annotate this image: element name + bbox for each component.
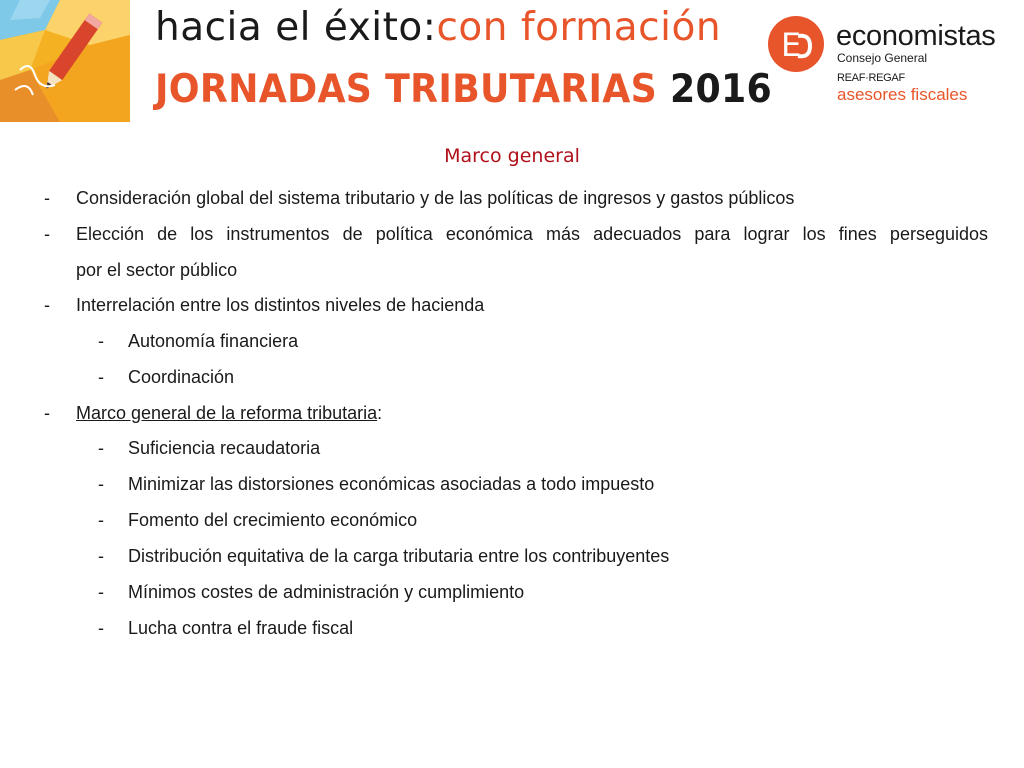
logo-brand-name: economistas xyxy=(836,20,996,52)
logo-subtitle: Consejo General xyxy=(837,51,928,65)
sub-bullet-dash: - xyxy=(98,474,104,494)
header-illustration xyxy=(0,0,130,122)
banner-slogan xyxy=(155,5,722,50)
sub-list-item: Lucha contra el fraude fiscal xyxy=(128,618,354,638)
list-item-underlined-text: Marco general de la reforma tributaria xyxy=(76,403,378,423)
sub-list-item: Distribución equitativa de la carga tributaria entre los contribuyentes xyxy=(128,546,670,566)
list-item-suffix: : xyxy=(377,403,383,423)
banner-slogan-part2: con formación xyxy=(436,5,722,50)
sub-bullet-dash: - xyxy=(98,546,104,566)
banner-slogan-part1: hacia el éxito: xyxy=(155,5,437,50)
sub-list-item: Autonomía financiera xyxy=(128,331,299,351)
bullet-dash: - xyxy=(44,224,50,244)
sub-list-item: Minimizar las distorsiones económicas asociadas a todo impuesto xyxy=(128,474,655,494)
svg-text:E: E xyxy=(781,26,802,64)
bullet-dash: - xyxy=(44,295,50,315)
sub-bullet-dash: - xyxy=(98,510,104,530)
sub-list-item: Coordinación xyxy=(128,367,235,387)
list-item: Consideración global del sistema tributario y de las políticas de ingresos y gastos públicos xyxy=(76,188,795,208)
banner-event-year: 2016 xyxy=(669,67,773,112)
sub-bullet-dash: - xyxy=(98,438,104,458)
list-item-continuation: por el sector público xyxy=(76,260,238,280)
bullet-dash: - xyxy=(44,403,50,423)
list-item: Interrelación entre los distintos niveles de hacienda xyxy=(76,295,485,315)
list-item: Elección de los instrumentos de política económica más adecuados para lograr los fines perseguidos xyxy=(76,224,988,244)
slide-title: Marco general xyxy=(444,145,580,167)
sub-list-item: Suficiencia recaudatoria xyxy=(128,438,321,458)
sub-list-item: Mínimos costes de administración y cumplimiento xyxy=(128,582,525,602)
sub-bullet-dash: - xyxy=(98,582,104,602)
bullet-dash: - xyxy=(44,188,50,208)
economistas-logo-icon xyxy=(768,16,824,72)
list-item xyxy=(76,403,382,423)
sub-bullet-dash: - xyxy=(98,618,104,638)
banner-event-title xyxy=(155,67,773,112)
logo-tagline: asesores fiscales xyxy=(837,85,968,104)
logo-org: REAF·REGAF xyxy=(837,72,905,84)
banner-event-name: JORNADAS TRIBUTARIAS xyxy=(155,67,658,112)
sub-bullet-dash: - xyxy=(98,367,104,387)
sub-list-item: Fomento del crecimiento económico xyxy=(128,510,418,530)
sub-bullet-dash: - xyxy=(98,331,104,351)
